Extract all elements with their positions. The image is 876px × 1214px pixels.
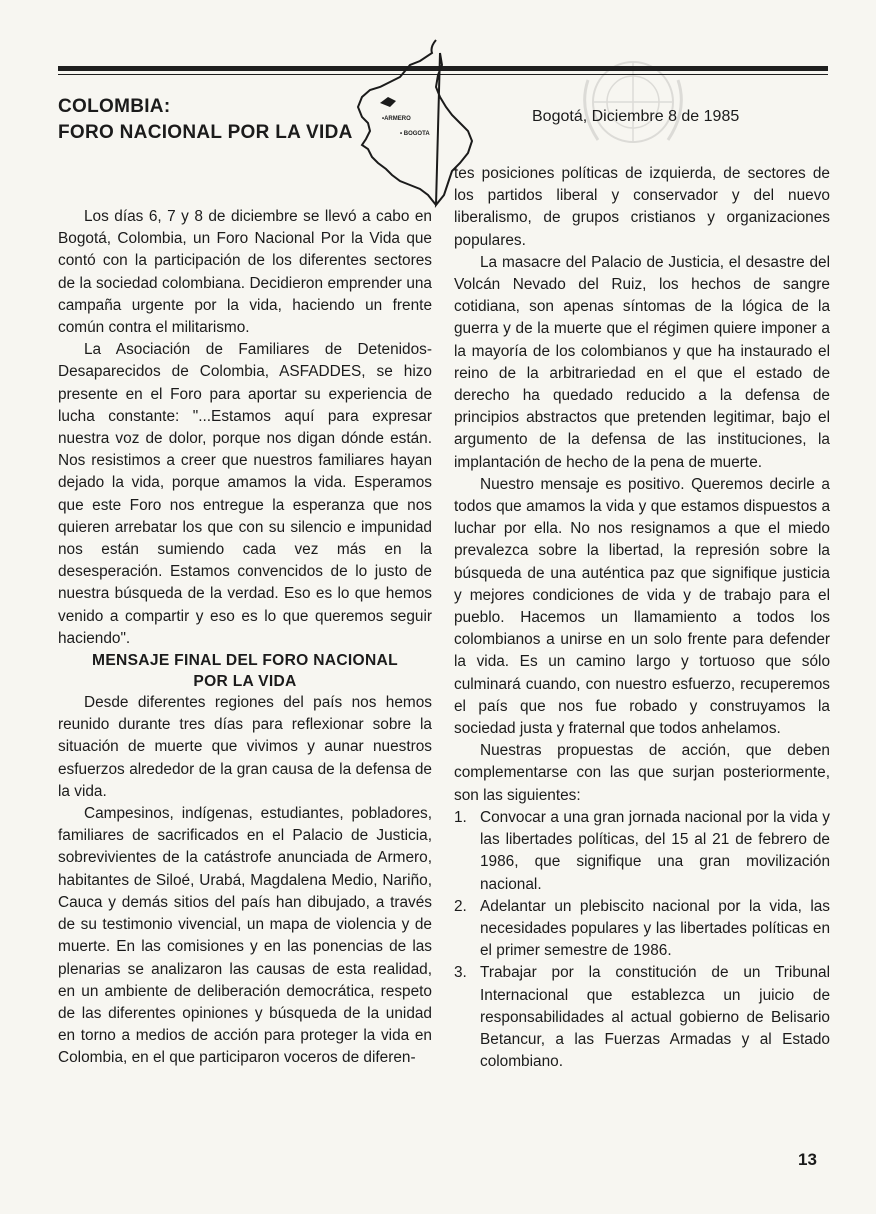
- proposals-list: [454, 807, 830, 1073]
- paragraph: Nuestras propuestas de acción, que deben complementarse con las que surjan posteriormente, son las siguientes:: [454, 742, 830, 804]
- section-heading-line-2: POR LA VIDA: [193, 673, 297, 691]
- right-column: [454, 163, 830, 1073]
- article-title: [58, 94, 358, 146]
- title-line-1: COLOMBIA:: [58, 96, 171, 117]
- paragraph: Campesinos, indígenas, estudiantes, pobladores, familiares de sacrificados en el Palacio de Justicia, sobrevivientes de la catástrofe anunciada de Armero, habitantes de Siloé, Urabá, Magdalena Medio, Nariño, Cauca y demás sitios del país han dibujado, a través de su testimonio vivencial, un mapa de violencia y de muerte. En las comisiones y en las ponencias de las plenarias se analizaron las causas de esta realidad, en un ambiente de deliberación democrática, respeto de las diferentes opiniones y búsqueda de la unidad en torno a medios de acción para proteger la vida en Colombia, en el que participaron voceros de diferen-: [58, 805, 432, 1067]
- paragraph: La Asociación de Familiares de Detenidos-Desaparecidos de Colombia, ASFADDES, se hizo presente en el Foro para aportar su experiencia de lucha constante: "...Estamos aquí para expresar nuestra voz de dolor, porque nos digan dónde están. Nos resistimos a creer que nuestros familiares hayan dejado la vida, porque amamos la vida. Esperamos que este Foro nos entregue la esperanza que nos quieren arrebatar los que con su silencio e impunidad nos están sumiendo cada vez más en la desesperación. Estamos convencidos de lo justo de nuestra búsqueda de la verdad. Eso es lo que hemos venido a compartir y eso es lo que queremos seguir haciendo".: [58, 341, 432, 647]
- list-item-text: Trabajar por la constitución de un Tribunal Internacional que establezca un juicio de responsabilidades al actual gobierno de Belisario Betancur, a las Fuerzas Armadas y al Estado colombiano.: [480, 964, 830, 1071]
- dateline: Bogotá, Diciembre 8 de 1985: [532, 108, 740, 125]
- map-label-bogota: • BOGOTA: [400, 131, 430, 137]
- list-item-number: 3.: [454, 964, 467, 982]
- section-heading-line-1: MENSAJE FINAL DEL FORO NACIONAL: [92, 652, 398, 670]
- list-item-number: 1.: [454, 808, 467, 826]
- paragraph: Desde diferentes regiones del país nos hemos reunido durante tres días para reflexionar sobre la situación de muerte que vivimos y aunar nuestros esfuerzos alrededor de la gran causa de la defensa de la vida.: [58, 694, 432, 800]
- list-item-text: Adelantar un plebiscito nacional por la vida, las necesidades populares y las libertades políticas en el primer semestre de 1986.: [480, 897, 830, 960]
- list-item: [454, 807, 830, 896]
- list-item: [454, 896, 830, 963]
- paragraph-continuation: tes posiciones políticas de izquierda, de sectores de los partidos liberal y conservador y del nuevo liberalismo, de grupos cristianos y organizaciones populares.: [454, 165, 830, 249]
- un-emblem-icon: [568, 40, 698, 170]
- paragraph: La masacre del Palacio de Justicia, el desastre del Volcán Nevado del Ruiz, los hechos de sangre cotidiana, son apenas síntomas de la lógica de la guerra y de la muerte que el régimen quiere imponer a la mayoría de los colombianos y que ha instaurado el reino de la arbitrariedad en el que el estado de derecho ha quedado reducido a la defensa de principios abstractos que pretenden legitimar, bajo el argumento de la defensa de las instituciones, la implantación de hecho de la pena de muerte.: [454, 253, 830, 471]
- list-item: [454, 962, 830, 1073]
- paragraph: Los días 6, 7 y 8 de diciembre se llevó a cabo en Bogotá, Colombia, un Foro Nacional Por la Vida que contó con la participación de los diferentes sectores de la sociedad colombiana. Decidieron emprender una campaña urgente por la vida, haciendo un frente común contra el militarismo.: [58, 208, 432, 337]
- title-line-2: FORO NACIONAL POR LA VIDA: [58, 122, 353, 143]
- page-number: 13: [798, 1150, 817, 1169]
- list-item-number: 2.: [454, 897, 467, 915]
- section-heading: [58, 650, 432, 692]
- list-item-text: Convocar a una gran jornada nacional por la vida y las libertades políticas, del 15 al 21 de febrero de 1986, que signifique una gran movilización nacional.: [480, 808, 830, 893]
- map-label-armero: •ARMERO: [382, 116, 411, 122]
- paragraph: Nuestro mensaje es positivo. Queremos decirle a todos que amamos la vida y que estamos dispuestos a luchar por ella. No nos resignamos a que el miedo prevalezca sobre la libertad, la represión sobre la búsqueda de una auténtica paz que signifique justicia y mejores condiciones de vida y de trabajo para el pueblo. Hacemos un llamamiento a todos los colombianos a unirse en un solo frente para defender la vida. Es un camino largo y tortuoso que sólo culminará cuando, con nuestro esfuerzo, recuperemos el país que nos fue robado y construyamos la sociedad justa y fraternal que todos anhelamos.: [454, 475, 830, 738]
- left-column: [58, 206, 432, 1070]
